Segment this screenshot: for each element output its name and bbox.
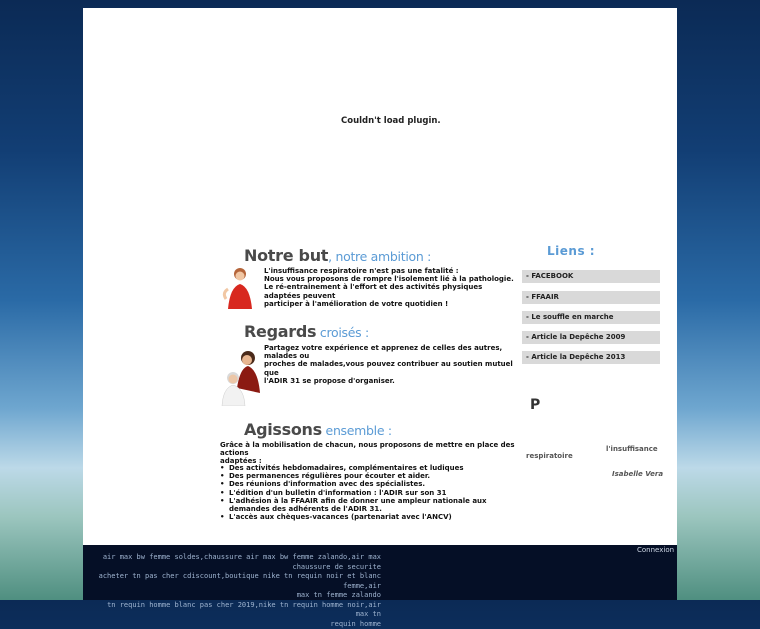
link-ffaair[interactable]: - FFAAIR [522,291,660,304]
list-item: • L'adhésion à la FFAAIR afin de donner une ampleur nationale aux demandes des adhérents de l'ADIR 31. [220,497,511,513]
footer-link[interactable]: tn requin homme blanc pas cher 2019,nike tn requin homme noir,air max tn [91,601,381,620]
actions-list [220,464,520,521]
link-facebook[interactable]: - FACEBOOK [522,270,660,283]
list-item: • L'accès aux chèques-vacances (partenariat avec l'ANCV) [220,513,520,521]
main-content-panel [83,8,677,545]
footer-links [91,553,381,629]
link-souffle-en-marche[interactable]: - Le souffle en marche [522,311,660,324]
footer-link[interactable]: max tn femme zalando [91,591,381,601]
two-women-image [220,348,262,406]
footer-link[interactable]: requin homme [91,620,381,629]
plugin-error-message: Couldn't load plugin. [341,116,441,126]
title-main: Notre but [244,246,328,265]
section-title-agissons [244,420,392,439]
title-main: Agissons [244,420,322,439]
list-item: • Des activités hebdomadaires, complémentaires et ludiques [220,464,520,472]
quote-text-part1: l'insuffisance [606,445,658,453]
title-accent: , notre ambition : [328,249,431,264]
footer-link[interactable]: chaussure de securite [91,563,381,573]
list-item: • L'édition d'un bulletin d'information : l'ADIR sur son 31 [220,489,520,497]
link-depeche-2013[interactable]: - Article la Depêche 2013 [522,351,660,364]
quote-author: Isabelle Vera [612,470,663,478]
regards-text: Partagez votre expérience et apprenez de celles des autres, malades ou proches de malades,vous pouvez contribuer au soutien mutuel que l'ADIR 31 se propose d'organiser. [264,344,514,385]
title-accent: croisés : [316,325,369,340]
agissons-intro: Grâce à la mobilisation de chacun, nous proposons de mettre en place des actions adaptées : [220,441,520,466]
footer-link[interactable]: acheter tn pas cher cdiscount,boutique nike tn requin noir et blanc femme,air [91,572,381,591]
list-item: • Des permanences régulières pour écouter et aider. [220,472,520,480]
link-depeche-2009[interactable]: - Article la Depêche 2009 [522,331,660,344]
woman-red-shirt-image [220,267,260,309]
quote-initial: P [530,397,540,413]
title-accent: ensemble : [322,423,392,438]
list-item: • Des réunions d'information avec des spécialistes. [220,480,520,488]
but-text: L'insuffisance respiratoire n'est pas une fatalité : Nous vous proposons de rompre l'isolement lié à la pathologie. Le ré-entrainement à l'effort et des activités physiques adaptées peuvent participer à l'amélioration de votre quotidien ! [264,267,514,308]
section-title-regards [244,322,369,341]
footer [83,545,677,600]
title-main: Regards [244,322,316,341]
section-title-but [244,246,431,265]
links-title: Liens : [547,244,595,258]
connexion-link[interactable]: Connexion [637,546,674,554]
footer-link[interactable]: air max bw femme soldes,chaussure air max bw femme zalando,air max [91,553,381,563]
quote-text-part2: respiratoire [526,452,573,460]
